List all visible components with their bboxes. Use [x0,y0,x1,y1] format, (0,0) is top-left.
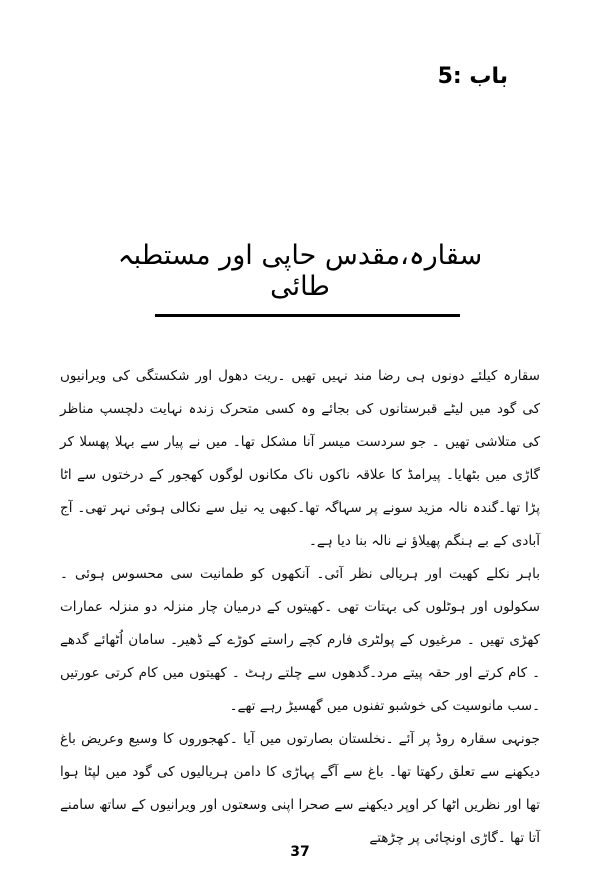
paragraph: جونہی سقارہ روڈ پر آئے ۔نخلستان بصارتوں میں آیا ۔کھجوروں کا وسیع وعریض باغ دیکھنے سے تعلق رکھتا تھا۔ باغ سے آگے پہاڑی کا دامن ہریالیوں کی گود میں لپٹا ہوا تھا اور نظریں اٹھا کر اوپر دیکھنے سے صحرا اپنی وسعتوں اور ویرانیوں کے ساتھ سامنے آتا تھا ۔گاڑی اونچائی پر چڑھتے [60,731,540,846]
body-text [60,360,540,855]
paragraph: باہر نکلے کھیت اور ہریالی نظر آئی۔ آنکھوں کو طمانیت سی محسوس ہوئی ۔سکولوں اور ہوٹلوں کی بہتات تھی ۔کھیتوں کے درمیان چار منزلہ دو منزلہ عمارات کھڑی تھیں ۔ مرغیوں کے پولٹری فارم کچے راستے کوڑے کے ڈھیر۔ سامان اُٹھائے گدھے ۔ کام کرتے اور حقہ پیتے مرد۔گدھوں سے چلتے رہٹ ۔ کھیتوں میں کام کرتی عورتیں ۔سب مانوسیت کی خوشبو تفنوں میں گھسیڑ رہے تھے۔ [60,566,540,714]
page-number: 37 [290,844,310,860]
paragraph: سقارہ کیلئے دونوں ہی رضا مند نہیں تھیں ۔ریت دھول اور شکستگی کی ویرانیوں کی گود میں لیٹے قبرستانوں کی بجائے وہ کسی متحرک زندہ نہایت دلچسپ مناظر کی متلاشی تھیں ۔ جو سردست میسر آنا مشکل تھا۔ میں نے پیار سے بہلا پھسلا کر گاڑی میں بٹھایا۔ پیرامڈ کا علاقہ ناکوں ناک مکانوں لوگوں کھجور کے درختوں سے اٹا پڑا تھا۔گندہ نالہ مزید سونے پر سہاگہ تھا۔کبھی یہ نیل سے نکالی ہوئی نہر تھی۔ آج آبادی کے بے ہنگم پھیلاؤ نے نالہ بنا دیا ہے۔ [60,368,540,549]
chapter-label: باب :5 [437,64,508,89]
title-underline [155,314,460,317]
chapter-title: سقارہ،مقدس حاپی اور مستطبہ طائی [117,240,483,302]
